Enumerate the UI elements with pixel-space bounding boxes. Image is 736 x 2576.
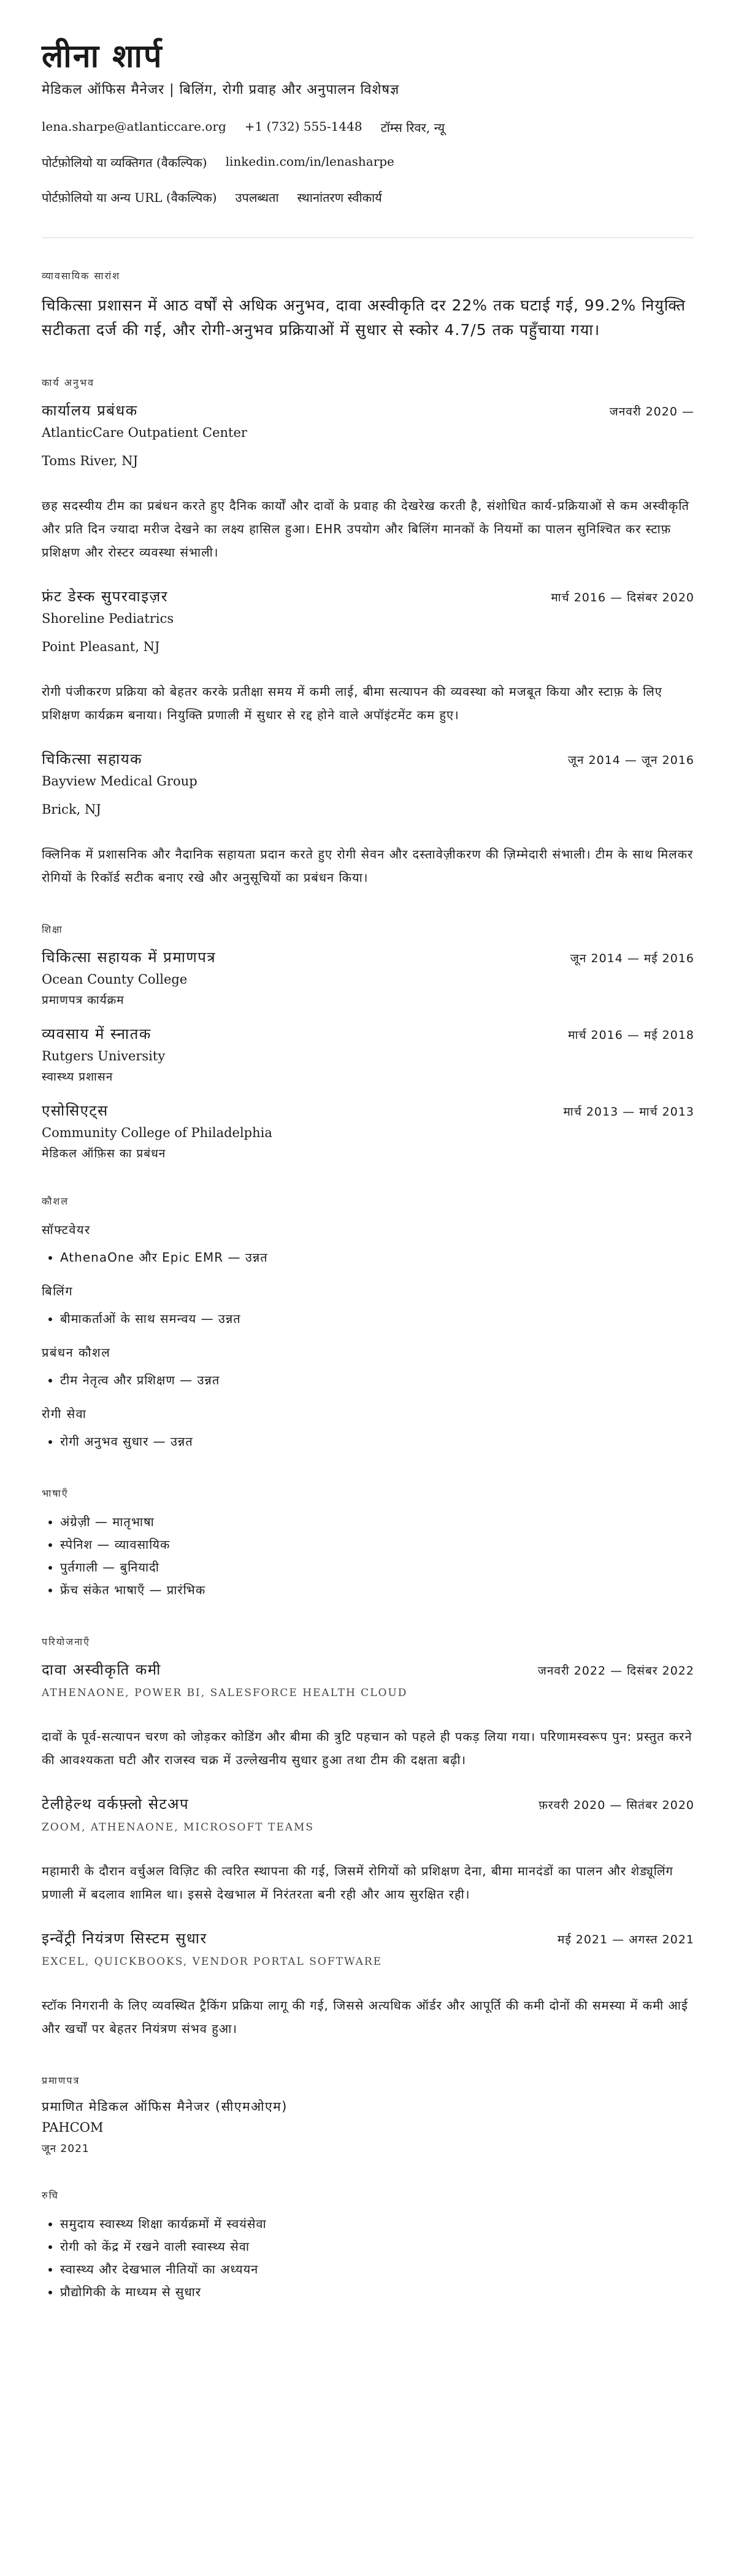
education-section [42,922,694,1161]
links-row [42,154,694,171]
certifications-label: प्रमाणपत्र [42,2075,80,2086]
summary-text: चिकित्सा प्रशासन में आठ वर्षों से अधिक अनुभव, दावा अस्वीकृति दर 22% तक घटाई गई, 99.2% नियुक्ति सटीकता दर्ज की गई, और रोगी-अनुभव प्रक्रियाओं में सुधार से स्कोर 4.7/5 तक पहुँचाया गया। [42,296,686,339]
experience-label: कार्य अनुभव [42,377,95,388]
employer-name: Shoreline Pediatrics [42,611,174,626]
job-title: कार्यालय प्रबंधक [42,402,138,419]
degree-date: मार्च 2016 — मई 2018 [568,1028,694,1042]
employer-name: AtlanticCare Outpatient Center [42,425,247,440]
language-item: • पुर्तगाली — बुनियादी [60,1556,694,1579]
language-item: • फ्रेंच संकेत भाषाएँ — प्रारंभिक [60,1579,694,1602]
certification-title: प्रमाणित मेडिकल ऑफिस मैनेजर (सीएमओएम) [42,2099,288,2114]
skill-category: प्रबंधन कौशल [42,1345,111,1360]
certification-entry [42,2098,694,2155]
project-title: इन्वेंट्री नियंत्रण सिस्टम सुधार [42,1930,207,1947]
experience-entry [42,586,694,727]
project-date: मई 2021 — अगस्त 2021 [558,1933,694,1946]
skill-item: • बीमाकर्ताओं के साथ समन्वय — उन्नत [60,1308,694,1330]
project-entry [42,1659,694,1772]
languages-section [42,1486,694,1602]
project-description: स्टॉक निगरानी के लिए व्यवस्थित ट्रैकिंग प्रक्रिया लागू की गई, जिससे अत्यधिक ऑर्डर और आपूर्ति की कमी दोनों की समस्या में कमी आई और खर्चों पर बेहतर नियंत्रण संभव हुआ। [42,1998,688,2036]
email-link[interactable]: lena.sharpe@atlanticcare.org [42,119,226,134]
summary-label: व्यावसायिक सारांश [42,270,121,282]
project-title: टेलीहेल्थ वर्कफ़्लो सेटअप [42,1795,190,1813]
relocation-text: स्थानांतरण स्वीकार्य [297,190,382,205]
extra-row [42,189,694,206]
skill-group [42,1282,694,1330]
skill-category: रोगी सेवा [42,1406,87,1421]
education-entry [42,1100,694,1161]
education-label: शिक्षा [42,924,63,935]
project-entry [42,1928,694,2040]
interest-item: • प्रौद्योगिकी के माध्यम से सुधार [60,2281,694,2304]
portfolio-link[interactable]: पोर्टफ़ोलियो या व्यक्तिगत (वैकल्पिक) [42,155,207,170]
contact-row [42,119,694,136]
employer-name: Bayview Medical Group [42,774,197,789]
availability-text: उपलब्धता [235,190,279,205]
interests-label: रुचि [42,2189,59,2201]
project-tech: ZOOM, ATHENAONE, MICROSOFT TEAMS [42,1821,315,1834]
linkedin-link[interactable]: linkedin.com/in/lenasharpe [225,154,394,169]
projects-section [42,1635,694,2040]
projects-label: परियोजनाएँ [42,1636,90,1648]
skill-item: • टीम नेतृत्व और प्रशिक्षण — उन्नत [60,1369,694,1392]
program-name: स्वास्थ्य प्रशासन [42,1070,113,1084]
institution-name: Ocean County College [42,972,188,987]
phone-number: +1 (732) 555-1448 [244,119,362,134]
project-entry [42,1794,694,1906]
job-date: मार्च 2016 — दिसंबर 2020 [551,591,694,604]
job-date: जनवरी 2020 — [609,405,694,418]
certification-issuer: PAHCOM [42,2120,104,2135]
interest-item: • समुदाय स्वास्थ्य शिक्षा कार्यक्रमों में स्वयंसेवा [60,2213,694,2235]
skill-item: • AthenaOne और Epic EMR — उन्नत [60,1246,694,1269]
skill-group [42,1344,694,1392]
skill-group [42,1405,694,1453]
job-title: चिकित्सा सहायक [42,750,143,768]
job-description: क्लिनिक में प्रशासनिक और नैदानिक सहायता प्रदान करते हुए रोगी सेवन और दस्तावेज़ीकरण की ज़िम्मेदारी संभाली। टीम के साथ मिलकर रोगियों के रिकॉर्ड सटीक बनाए रखे और अनुसूचियों का प्रबंधन किया। [42,847,694,885]
education-entry [42,947,694,1008]
summary-section [42,269,694,342]
skill-item: • रोगी अनुभव सुधार — उन्नत [60,1430,694,1453]
job-location: Point Pleasant, NJ [42,639,160,654]
skills-section [42,1194,694,1453]
job-date: जून 2014 — जून 2016 [567,754,694,767]
job-description: रोगी पंजीकरण प्रक्रिया को बेहतर करके प्रतीक्षा समय में कमी लाई, बीमा सत्यापन की व्यवस्था को मजबूत किया और स्टाफ़ के लिए प्रशिक्षण कार्यक्रम बनाया। नियुक्ति प्रणाली में सुधार से रद्द होने वाले अपॉइंटमेंट कम हुए। [42,684,662,722]
institution-name: Rutgers University [42,1049,166,1063]
language-item: • स्पेनिश — व्यावसायिक [60,1533,694,1556]
program-name: मेडिकल ऑफ़िस का प्रबंधन [42,1147,166,1160]
skill-group [42,1221,694,1269]
degree-date: मार्च 2013 — मार्च 2013 [563,1105,694,1119]
experience-entry [42,400,694,564]
skills-label: कौशल [42,1195,69,1207]
degree-title: व्यवसाय में स्नातक [42,1025,151,1043]
job-location: Toms River, NJ [42,453,139,468]
language-item: • अंग्रेज़ी — मातृभाषा [60,1511,694,1533]
institution-name: Community College of Philadelphia [42,1125,272,1140]
interest-item: • स्वास्थ्य और देखभाल नीतियों का अध्ययन [60,2258,694,2281]
skill-category: बिलिंग [42,1284,74,1298]
degree-title: एसोसिएट्स [42,1102,109,1119]
project-date: फ़रवरी 2020 — सितंबर 2020 [539,1799,694,1812]
location-text: टॉम्स रिवर, न्यू [380,120,445,135]
program-name: प्रमाणपत्र कार्यक्रम [42,993,125,1007]
project-tech: EXCEL, QUICKBOOKS, VENDOR PORTAL SOFTWARE [42,1956,383,1968]
job-location: Brick, NJ [42,802,101,817]
certification-date: जून 2021 [42,2143,90,2155]
project-tech: ATHENAONE, POWER BI, SALESFORCE HEALTH CLOUD [42,1687,408,1699]
candidate-name: लीना शार्प [42,38,163,75]
education-entry [42,1024,694,1084]
degree-date: जून 2014 — मई 2016 [570,952,694,965]
certifications-section [42,2073,694,2155]
job-description: छह सदस्यीय टीम का प्रबंधन करते हुए दैनिक कार्यों और दावों के प्रवाह की देखरेख करती है, संशोधित कार्य-प्रक्रियाओं से कम अस्वीकृति और प्रति दिन ज्यादा मरीज देखने का लक्ष्य हासिल हुआ। EHR उपयोग और बिलिंग मानकों के नियमों का पालन सुनिश्चित कर स्टाफ़ प्रशिक्षण और रोस्टर व्यवस्था संभाली। [42,498,689,560]
experience-entry [42,749,694,889]
degree-title: चिकित्सा सहायक में प्रमाणपत्र [42,949,217,966]
interests-section [42,2188,694,2304]
project-date: जनवरी 2022 — दिसंबर 2022 [537,1664,694,1678]
other-url-link[interactable]: पोर्टफ़ोलियो या अन्य URL (वैकल्पिक) [42,190,217,205]
candidate-headline: मेडिकल ऑफिस मैनेजर | बिलिंग, रोगी प्रवाह और अनुपालन विशेषज्ञ [42,82,400,98]
header-divider [42,237,694,238]
interest-item: • रोगी को केंद्र में रखने वाली स्वास्थ्य सेवा [60,2235,694,2258]
experience-section [42,376,694,889]
project-description: महामारी के दौरान वर्चुअल विज़िट की त्वरित स्थापना की गई, जिसमें रोगियों को प्रशिक्षण देना, बीमा मानदंडों का पालन और शेड्यूलिंग प्रणाली में बदलाव शामिल था। इससे देखभाल में निरंतरता बनी रही और आय सुरक्षित रही। [42,1864,673,1902]
skill-category: सॉफ्टवेयर [42,1222,91,1237]
project-description: दावों के पूर्व-सत्यापन चरण को जोड़कर कोडिंग और बीमा की त्रुटि पहचान को पहले ही पकड़ लिया गया। परिणामस्वरूप पुन: प्रस्तुत करने की आवश्यकता घटी और राजस्व चक्र में उल्लेखनीय सुधार हुआ तथा टीम की दक्षता बढ़ी। [42,1729,692,1767]
job-title: फ्रंट डेस्क सुपरवाइज़र [42,588,169,605]
languages-label: भाषाएँ [42,1487,69,1499]
project-title: दावा अस्वीकृति कमी [42,1661,161,1678]
